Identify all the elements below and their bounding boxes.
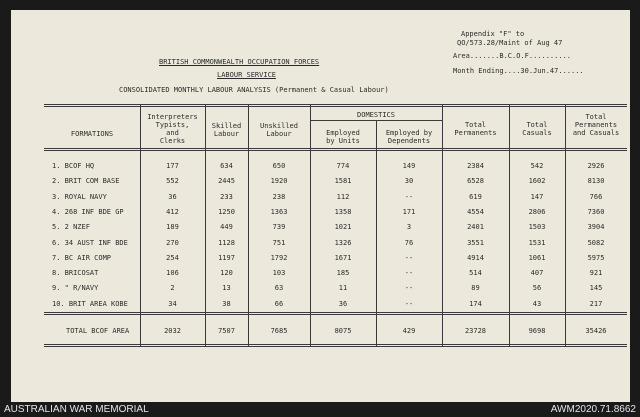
catalogue-number: AWM2020.71.8662 (550, 404, 636, 415)
rule (44, 104, 627, 105)
formation-name: 4. 268 INF BDE GP (52, 208, 124, 216)
reference-number: QO/573.28/Maint of Aug 47 (457, 39, 563, 47)
table-cell: 5975 (587, 254, 605, 262)
table-cell: 2 (170, 284, 175, 292)
formation-name: 8. BRICOSAT (52, 269, 99, 277)
table-cell: 514 (469, 269, 482, 277)
table-cell: 66 (274, 300, 284, 308)
table-cell: 76 (404, 239, 414, 247)
table-cell: 106 (166, 269, 179, 277)
formation-name: 10. BRIT AREA KOBE (52, 300, 128, 308)
header-unskilled: Unskilled Labour (260, 122, 298, 138)
table-cell: 552 (166, 177, 179, 185)
table-cell: 8130 (587, 177, 605, 185)
table-cell: 120 (220, 269, 233, 277)
formation-name: TOTAL BCOF AREA (66, 327, 130, 335)
header-employed-by-units: Employed by Units (326, 129, 360, 145)
rule (44, 312, 627, 313)
rule (44, 106, 627, 107)
table-cell: 2401 (467, 223, 484, 231)
formation-name: 1. BCOF HQ (52, 162, 95, 170)
table-cell: 185 (336, 269, 350, 277)
table-cell: 1671 (334, 254, 352, 262)
appendix-label: Appendix "F" to (461, 30, 525, 38)
table-cell: 1581 (334, 177, 352, 185)
table-cell: -- (404, 269, 414, 277)
formation-name: 7. BC AIR COMP (52, 254, 112, 262)
table-cell: 2384 (467, 162, 484, 170)
table-cell: 1920 (270, 177, 288, 185)
table-cell: 1503 (528, 223, 546, 231)
table-cell: 751 (272, 239, 286, 247)
header-total-permanents: Total Permanents (454, 121, 497, 137)
table-cell: 619 (469, 193, 482, 201)
table-cell: 30 (404, 177, 414, 185)
table-cell: 6528 (467, 177, 484, 185)
table-cell: 2032 (164, 327, 181, 335)
document-title: BRITISH COMMONWEALTH OCCUPATION FORCES (159, 58, 320, 66)
table-cell: 238 (272, 193, 286, 201)
header-employed-by-dependents: Employed by Dependents (385, 129, 433, 145)
table-cell: 2445 (218, 177, 235, 185)
analysis-title: CONSOLIDATED MONTHLY LABOUR ANALYSIS (Permanent & Casual Labour) (119, 86, 389, 94)
table-cell: 112 (336, 193, 350, 201)
rule (44, 314, 627, 315)
table-cell: 1363 (270, 208, 288, 216)
table-cell: -- (404, 284, 414, 292)
table-cell: 23728 (464, 327, 487, 335)
header-formations: FORMATIONS (70, 130, 114, 138)
table-cell: 449 (220, 223, 233, 231)
table-cell: 171 (402, 208, 416, 216)
footer-bar (0, 402, 640, 417)
header-total-casuals: Total Casuals (522, 121, 552, 137)
table-cell: 5082 (587, 239, 605, 247)
rule (376, 120, 377, 346)
table-cell: 774 (336, 162, 350, 170)
table-cell: 1128 (218, 239, 235, 247)
table-cell: 34 (168, 300, 177, 308)
table-cell: 270 (166, 239, 179, 247)
table-cell: 89 (471, 284, 480, 292)
table-cell: 921 (589, 269, 603, 277)
table-cell: 1197 (218, 254, 235, 262)
table-cell: 36 (168, 193, 177, 201)
table-cell: 233 (220, 193, 233, 201)
table-cell: -- (404, 300, 414, 308)
table-cell: 634 (220, 162, 233, 170)
table-cell: 13 (222, 284, 231, 292)
table-cell: 7685 (270, 327, 288, 335)
table-cell: 3551 (467, 239, 484, 247)
header-total-permanents-casuals: Total Permanents and Casuals (572, 113, 620, 137)
formation-name: 3. ROYAL NAVY (52, 193, 107, 201)
rule (44, 344, 627, 345)
table-cell: 217 (589, 300, 603, 308)
table-cell: -- (404, 254, 414, 262)
table-cell: 56 (532, 284, 542, 292)
table-cell: 38 (222, 300, 231, 308)
rule (44, 346, 627, 347)
table-cell: 650 (272, 162, 286, 170)
table-cell: 3904 (587, 223, 605, 231)
table-cell: 2926 (587, 162, 605, 170)
document-page (11, 10, 630, 402)
table-cell: 9698 (528, 327, 546, 335)
table-cell: 189 (166, 223, 179, 231)
table-cell: 412 (166, 208, 179, 216)
table-cell: 4554 (467, 208, 484, 216)
formation-name: 5. 2 NZEF (52, 223, 90, 231)
table-cell: 1602 (528, 177, 546, 185)
area-line: Area.......B.C.O.F.......... (453, 52, 572, 60)
formation-name: 9. " R/NAVY (52, 284, 99, 292)
rule (44, 150, 627, 151)
table-cell: 1250 (218, 208, 235, 216)
table-cell: 174 (469, 300, 482, 308)
table-cell: 2806 (528, 208, 546, 216)
table-cell: 1326 (334, 239, 352, 247)
table-cell: 7360 (587, 208, 605, 216)
table-cell: 739 (272, 223, 286, 231)
table-cell: 1792 (270, 254, 288, 262)
table-cell: 35426 (585, 327, 607, 335)
table-cell: 1531 (528, 239, 546, 247)
table-cell: 3 (406, 223, 412, 231)
table-cell: 149 (402, 162, 416, 170)
table-cell: 4914 (467, 254, 484, 262)
rule (44, 148, 627, 149)
table-cell: 1021 (334, 223, 352, 231)
table-cell: 1358 (334, 208, 352, 216)
table-cell: 1061 (528, 254, 546, 262)
table-cell: 63 (274, 284, 284, 292)
table-cell: 43 (532, 300, 542, 308)
table-cell: 36 (338, 300, 348, 308)
table-cell: 11 (338, 284, 348, 292)
formation-name: 6. 34 AUST INF BDE (52, 239, 128, 247)
table-cell: -- (404, 193, 414, 201)
table-cell: 8075 (334, 327, 352, 335)
table-cell: 407 (530, 269, 544, 277)
header-interpreters: Interpreters Typists, and Clerks (147, 113, 198, 145)
table-cell: 147 (530, 193, 544, 201)
header-domestics: DOMESTICS (357, 111, 395, 119)
table-cell: 542 (530, 162, 544, 170)
formation-name: 2. BRIT COM BASE (52, 177, 120, 185)
table-cell: 145 (589, 284, 603, 292)
table-cell: 7507 (218, 327, 235, 335)
table-cell: 766 (589, 193, 603, 201)
header-skilled: Skilled Labour (211, 122, 242, 138)
table-cell: 177 (166, 162, 179, 170)
table-cell: 103 (272, 269, 286, 277)
month-ending-line: Month Ending....30.Jun.47...... (453, 67, 584, 75)
archive-credit: AUSTRALIAN WAR MEMORIAL (4, 404, 149, 415)
labour-table (44, 104, 627, 349)
table-cell: 254 (166, 254, 179, 262)
document-subtitle: LABOUR SERVICE (217, 71, 277, 79)
table-cell: 429 (402, 327, 416, 335)
